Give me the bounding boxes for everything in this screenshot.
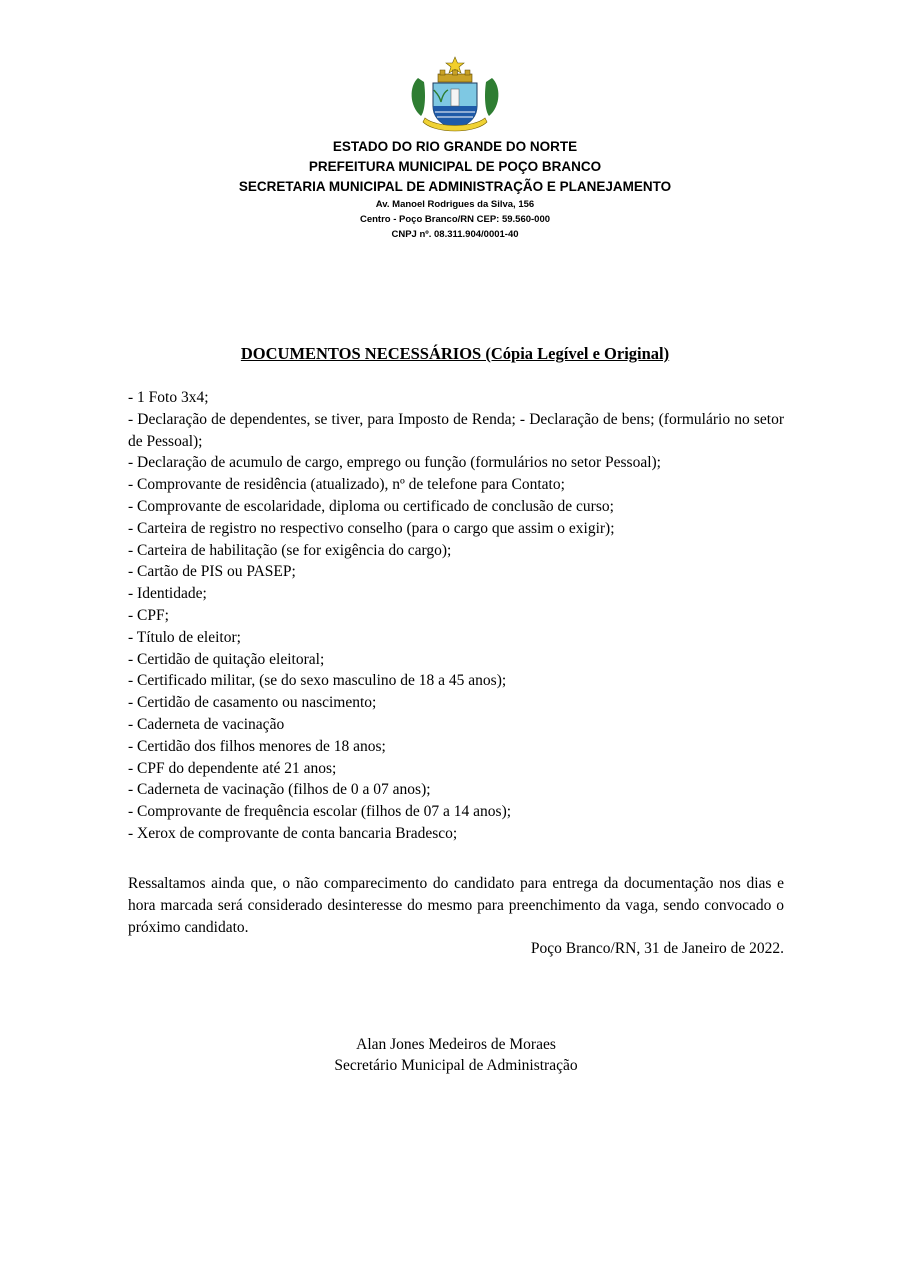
list-item: - Comprovante de residência (atualizado), nº de telefone para Contato; xyxy=(128,476,565,494)
list-item: - 1 Foto 3x4; xyxy=(128,389,209,406)
list-item: - Caderneta de vacinação (filhos de 0 a 07 anos); xyxy=(128,781,431,799)
header-state: ESTADO DO RIO GRANDE DO NORTE xyxy=(332,139,578,154)
municipal-coat-of-arms xyxy=(405,56,505,136)
list-item: - Declaração de acumulo de cargo, emprego ou função (formulários no setor Pessoal); xyxy=(128,454,661,472)
list-item: - Título de eleitor; xyxy=(128,628,241,646)
list-item: - Identidade; xyxy=(128,585,207,603)
list-item: - Comprovante de frequência escolar (filhos de 07 a 14 anos); xyxy=(128,803,512,821)
list-item: - Carteira de registro no respectivo conselho (para o cargo que assim o exigir); xyxy=(128,519,615,537)
signatory-role: Secretário Municipal de Administração xyxy=(334,1057,578,1074)
list-item: - Caderneta de vacinação xyxy=(128,715,285,733)
list-item: - CPF do dependente até 21 anos; xyxy=(128,759,337,777)
header-secretariat: SECRETARIA MUNICIPAL DE ADMINISTRAÇÃO E PLANEJAMENTO xyxy=(238,179,672,194)
list-item: - Xerox de comprovante de conta bancaria Bradesco; xyxy=(128,824,458,842)
list-item: - Cartão de PIS ou PASEP; xyxy=(128,563,296,581)
list-item: - Comprovante de escolaridade, diploma ou certificado de conclusão de curso; xyxy=(128,497,614,515)
header-address: Av. Manoel Rodrigues da Silva, 156 xyxy=(375,199,535,210)
place-and-date: Poço Branco/RN, 31 de Janeiro de 2022. xyxy=(530,940,784,957)
list-item: - CPF; xyxy=(128,606,169,624)
required-documents-list xyxy=(128,387,784,845)
closing-paragraph: Ressaltamos ainda que, o não comparecimento do candidato para entrega da documentação nos dias e hora marcada será considerado desinteresse do mesmo para preenchimento da vaga, sendo convocado o próximo candidato. xyxy=(128,875,784,936)
list-item: - Certidão de casamento ou nascimento; xyxy=(128,694,377,712)
list-item: - Certidão de quitação eleitoral; xyxy=(128,650,325,668)
list-item: - Certidão dos filhos menores de 18 anos; xyxy=(128,737,386,755)
header-city-cep: Centro - Poço Branco/RN CEP: 59.560-000 xyxy=(359,214,551,225)
document-title: DOCUMENTOS NECESSÁRIOS (Cópia Legível e Original) xyxy=(240,344,670,363)
header-prefecture: PREFEITURA MUNICIPAL DE POÇO BRANCO xyxy=(308,159,602,174)
list-item: - Certificado militar, (se do sexo masculino de 18 a 45 anos); xyxy=(128,672,507,690)
signature-block xyxy=(0,1034,900,1076)
letterhead xyxy=(0,137,900,242)
list-item: - Carteira de habilitação (se for exigência do cargo); xyxy=(128,541,452,559)
header-cnpj: CNPJ nº. 08.311.904/0001-40 xyxy=(391,229,519,240)
signatory-name: Alan Jones Medeiros de Moraes xyxy=(356,1036,556,1053)
list-item: - Declaração de dependentes, se tiver, para Imposto de Renda; - Declaração de bens; (formulário no setor de Pessoal); xyxy=(128,410,784,450)
